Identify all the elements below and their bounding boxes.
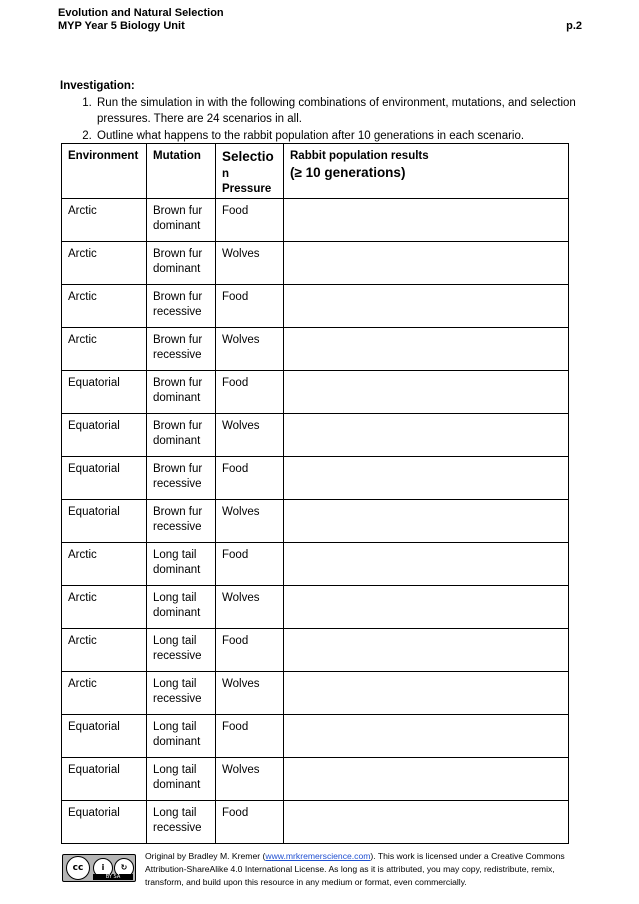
- attribution-icon: i: [93, 858, 113, 878]
- mutation-cell: Long tail dominant: [147, 757, 216, 800]
- selection-pressure-cell: Food: [216, 714, 284, 757]
- share-alike-icon: ↻: [114, 858, 134, 878]
- investigation-step: 2. Outline what happens to the rabbit population after 10 generations in each scenario.: [95, 128, 580, 145]
- environment-cell: Equatorial: [62, 370, 147, 413]
- cc-by-sa-icon: [62, 854, 136, 882]
- mutation-cell: Brown fur dominant: [147, 241, 216, 284]
- selection-pressure-cell: Wolves: [216, 327, 284, 370]
- selection-pressure-cell: Food: [216, 542, 284, 585]
- license-footer: [60, 850, 580, 890]
- table-row: [62, 714, 569, 757]
- mutation-cell: Long tail dominant: [147, 585, 216, 628]
- mutation-cell: Long tail dominant: [147, 714, 216, 757]
- mutation-cell: Brown fur recessive: [147, 327, 216, 370]
- investigation-title: Investigation:: [60, 80, 135, 92]
- environment-cell: Arctic: [62, 542, 147, 585]
- selection-pressure-cell: Food: [216, 284, 284, 327]
- environment-cell: Equatorial: [62, 800, 147, 843]
- selection-pressure-cell: Wolves: [216, 499, 284, 542]
- table-row: [62, 628, 569, 671]
- table-row: [62, 198, 569, 241]
- document-title: Evolution and Natural Selection: [58, 7, 224, 19]
- table-row: [62, 370, 569, 413]
- table-row: [62, 757, 569, 800]
- mutation-cell: Brown fur recessive: [147, 499, 216, 542]
- document-subtitle: MYP Year 5 Biology Unit: [58, 20, 185, 32]
- selection-pressure-cell: Wolves: [216, 585, 284, 628]
- header-results: Rabbit population results (≥ 10 generations): [284, 144, 569, 199]
- results-cell[interactable]: [284, 671, 569, 714]
- results-cell[interactable]: [284, 757, 569, 800]
- header-environment: Environment: [62, 144, 147, 199]
- mutation-cell: Long tail recessive: [147, 800, 216, 843]
- license-badge-label: BY SA: [93, 874, 133, 880]
- environment-cell: Arctic: [62, 198, 147, 241]
- selection-pressure-cell: Wolves: [216, 241, 284, 284]
- results-cell[interactable]: [284, 413, 569, 456]
- environment-cell: Arctic: [62, 284, 147, 327]
- table-row: [62, 499, 569, 542]
- table-row: [62, 413, 569, 456]
- header-mutation: Mutation: [147, 144, 216, 199]
- environment-cell: Equatorial: [62, 757, 147, 800]
- mutation-cell: Brown fur dominant: [147, 413, 216, 456]
- cc-logo-icon: cc: [66, 856, 90, 880]
- environment-cell: Equatorial: [62, 499, 147, 542]
- selection-pressure-cell: Food: [216, 628, 284, 671]
- results-cell[interactable]: [284, 370, 569, 413]
- table-row: [62, 671, 569, 714]
- mutation-cell: Brown fur recessive: [147, 456, 216, 499]
- selection-pressure-cell: Food: [216, 370, 284, 413]
- mutation-cell: Long tail recessive: [147, 671, 216, 714]
- selection-pressure-cell: Food: [216, 800, 284, 843]
- environment-cell: Arctic: [62, 327, 147, 370]
- table-row: [62, 284, 569, 327]
- results-cell[interactable]: [284, 198, 569, 241]
- investigation-step: 1. Run the simulation in with the following combinations of environment, mutations, and selection pressures. There are 24 scenarios in all.: [95, 95, 580, 128]
- selection-pressure-cell: Wolves: [216, 757, 284, 800]
- table-row: [62, 456, 569, 499]
- investigation-steps: [60, 95, 580, 145]
- results-cell[interactable]: [284, 241, 569, 284]
- results-cell[interactable]: [284, 800, 569, 843]
- results-cell[interactable]: [284, 585, 569, 628]
- license-text: Original by Bradley M. Kremer (www.mrkremerscience.com). This work is licensed under a Creative Commons Attribution-ShareAlike 4.0 International License. As long as it is attributed, you may copy, redistribute, remix, transform, and build upon this resource in any medium or format, even commercially.: [145, 851, 565, 887]
- table-row: [62, 585, 569, 628]
- environment-cell: Arctic: [62, 241, 147, 284]
- results-cell[interactable]: [284, 542, 569, 585]
- document-header: [58, 7, 582, 33]
- table-row: [62, 327, 569, 370]
- results-cell[interactable]: [284, 456, 569, 499]
- table-row: [62, 241, 569, 284]
- author-website-link[interactable]: www.mrkremerscience.com: [265, 851, 371, 861]
- table-row: [62, 800, 569, 843]
- mutation-cell: Long tail recessive: [147, 628, 216, 671]
- environment-cell: Arctic: [62, 585, 147, 628]
- results-cell[interactable]: [284, 284, 569, 327]
- mutation-cell: Brown fur dominant: [147, 198, 216, 241]
- mutation-cell: Brown fur recessive: [147, 284, 216, 327]
- page-number: p.2: [566, 20, 582, 32]
- environment-cell: Equatorial: [62, 413, 147, 456]
- selection-pressure-cell: Wolves: [216, 413, 284, 456]
- results-cell[interactable]: [284, 499, 569, 542]
- results-cell[interactable]: [284, 714, 569, 757]
- investigation-section: [60, 78, 580, 144]
- environment-cell: Arctic: [62, 628, 147, 671]
- selection-pressure-cell: Food: [216, 198, 284, 241]
- table-row: [62, 542, 569, 585]
- results-cell[interactable]: [284, 327, 569, 370]
- results-table: [61, 143, 569, 844]
- selection-pressure-cell: Food: [216, 456, 284, 499]
- table-header-row: [62, 144, 569, 199]
- environment-cell: Equatorial: [62, 456, 147, 499]
- environment-cell: Arctic: [62, 671, 147, 714]
- environment-cell: Equatorial: [62, 714, 147, 757]
- mutation-cell: Brown fur dominant: [147, 370, 216, 413]
- results-cell[interactable]: [284, 628, 569, 671]
- mutation-cell: Long tail dominant: [147, 542, 216, 585]
- selection-pressure-cell: Wolves: [216, 671, 284, 714]
- header-selection-pressure: Selectio n Pressure: [216, 144, 284, 199]
